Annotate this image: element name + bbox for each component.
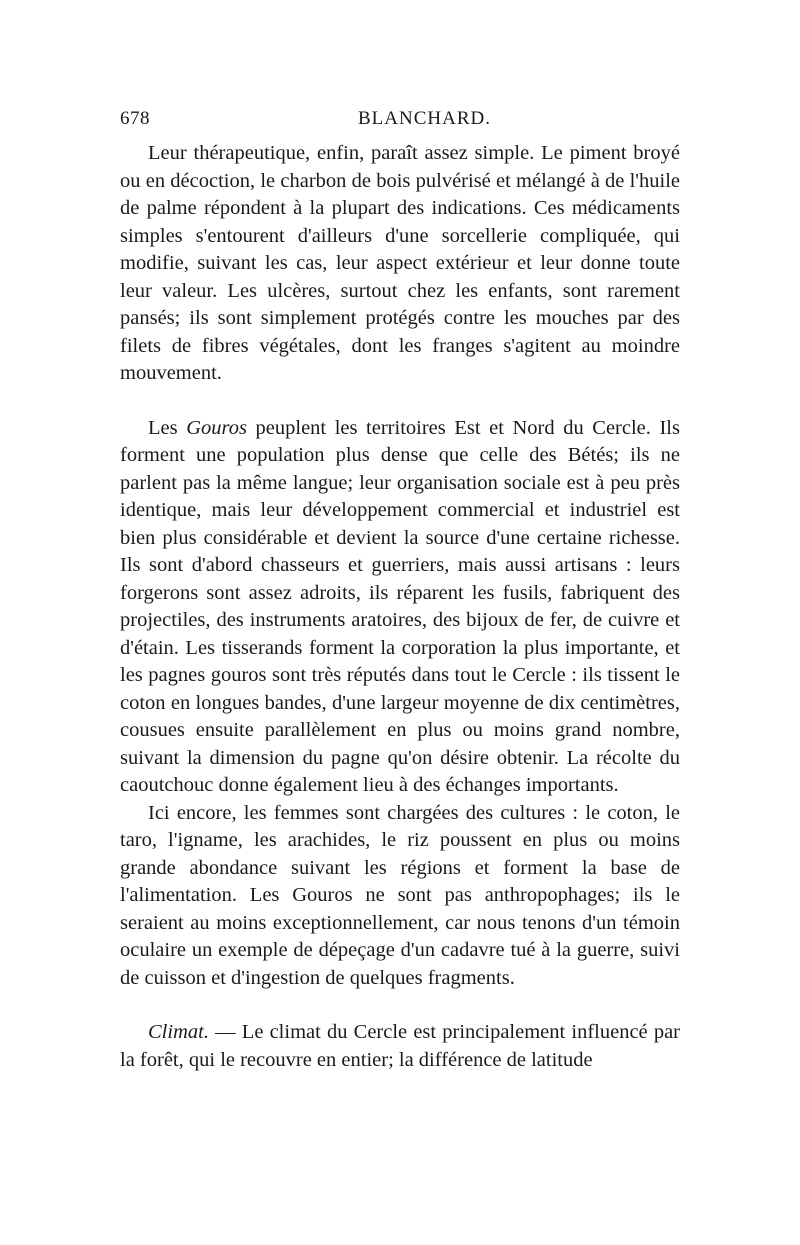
paragraph-text: — Le climat du Cercle est principalement influencé par la forêt, qui le recouvre en entier; la différence de latitude	[120, 1021, 680, 1071]
paragraph-lead: Les	[148, 416, 187, 439]
paragraph-gouros	[120, 415, 680, 800]
paragraph-text: Leur thérapeutique, enfin, paraît assez simple. Le piment broyé ou en décoction, le charbon de bois pulvérisé et mélangé à de l'huile de palme répondent à la plupart des indications. Ces médicaments simples s'entourent d'ailleurs d'une sorcellerie compliquée, qui modifie, suivant les cas, leur aspect extérieur et leur donne toute leur valeur. Les ulcères, surtout chez les enfants, sont rarement pansés; ils sont simplement protégés contre les mouches par des filets de fibres végétales, dont les franges s'agitent au moindre mouvement.	[120, 142, 680, 384]
running-title: BLANCHARD.	[358, 108, 491, 129]
page-number: 678	[120, 108, 150, 129]
paragraph-climate	[120, 1019, 680, 1074]
paragraph-text: peuplent les territoires Est et Nord du Cercle. Ils forment une population plus dense que celle des Bétés; ils ne parlent pas la même langue; leur organisation sociale est à peu près identique, mais leur développement commercial et industriel est bien plus considérable et devient la source d'une certaine richesse. Ils sont d'abord chasseurs et guerriers, mais aussi artisans : leurs forgerons sont assez adroits, ils réparent les fusils, fabriquent des projectiles, des instruments aratoires, des bijoux de fer, de cuivre et d'étain. Les tisserands forment la corporation la plus importante, et les pagnes gouros sont très réputés dans tout le Cercle : ils tissent le coton en longues bandes, d'une largeur moyenne de dix centimètres, cousues ensuite parallèlement en plus ou moins grand nombre, suivant la dimension du pagne qu'on désire obtenir. La récolte du caoutchouc donne également lieu à des échanges importants.	[120, 416, 680, 796]
paragraph-text: Ici encore, les femmes sont chargées des cultures : le coton, le taro, l'igname, les arachides, le riz poussent en plus ou moins grande abondance suivant les régions et forment la base de l'alimentation. Les Gouros ne sont pas anthropophages; ils le seraient au moins exceptionnellement, car nous tenons d'un témoin oculaire un exemple de dépeçage d'un cadavre tué à la guerre, suivi de cuisson et d'ingestion de quelques fragments.	[120, 801, 680, 989]
paragraph-women-cultures	[120, 800, 680, 993]
paragraph-therapeutics	[120, 140, 680, 388]
italic-term: Gouros	[186, 416, 247, 439]
body-text	[120, 140, 680, 1074]
page-header	[120, 108, 680, 138]
section-heading-climat: Climat.	[148, 1021, 209, 1043]
